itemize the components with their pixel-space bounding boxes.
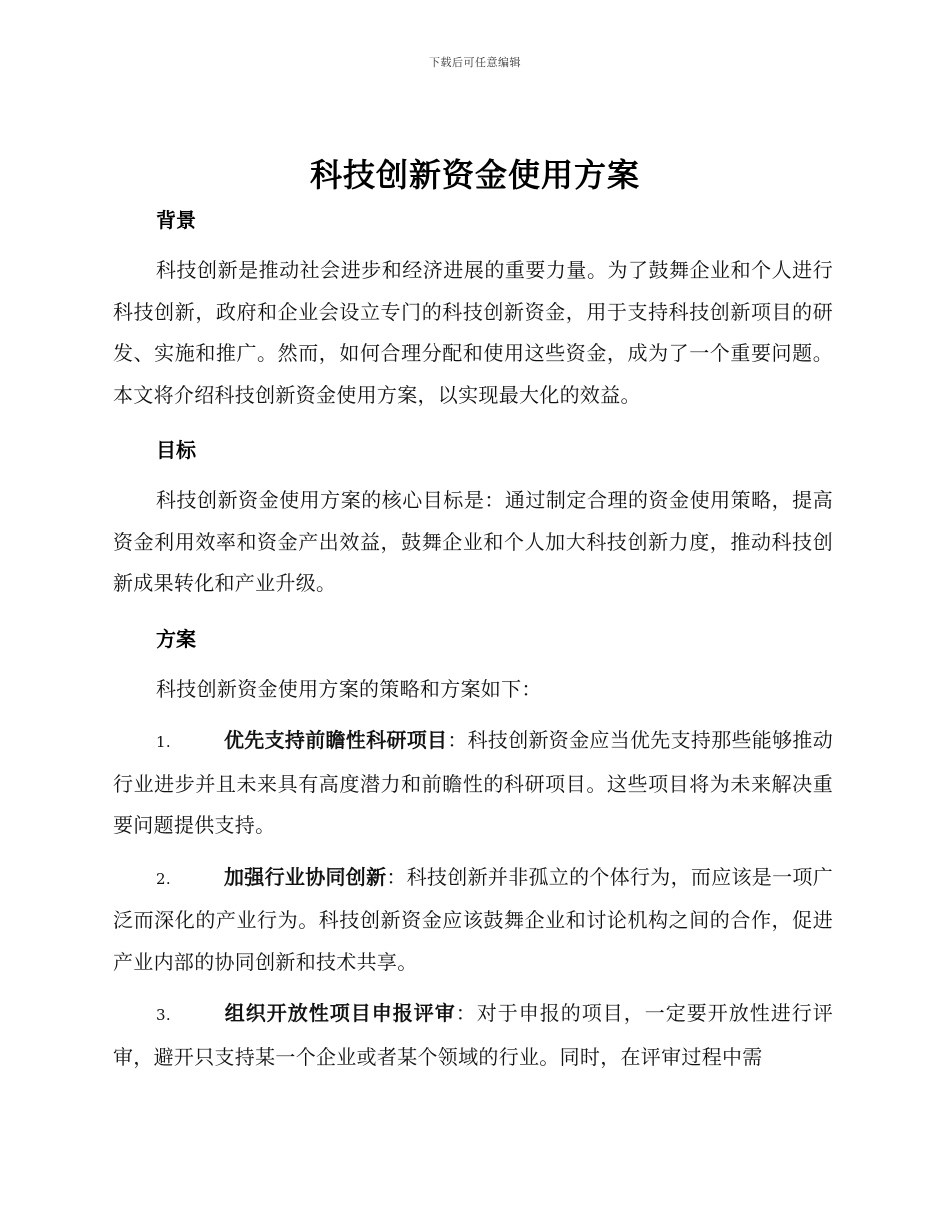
plan-intro: 科技创新资金使用方案的策略和方案如下： [156, 676, 542, 701]
list-item-number: 1. [156, 733, 171, 751]
section-heading-goal: 目标 [156, 438, 196, 462]
list-item-number: 3. [156, 1006, 171, 1024]
list-item [113, 720, 833, 847]
list-item-number: 2. [156, 869, 171, 888]
section-heading-background: 背景 [156, 208, 196, 232]
list-item-lead: 优先支持前瞻性科研项目 [224, 728, 448, 752]
document-body [113, 200, 833, 1078]
list-item [113, 857, 833, 984]
list-item-text: ：科技创新资金应当优先支持那些能够推动行业进步并且未来具有高度潜力和前瞻性的科研项目。这些项目将为未来解决重要问题提供支持。 [113, 728, 834, 837]
list-item [113, 993, 833, 1078]
list-item-lead: 组织开放性项目申报评审 [224, 1001, 456, 1025]
list-item-text: ：科技创新并非孤立的个体行为，而应该是一项广泛而深化的产业行为。科技创新资金应该鼓舞企业和讨论机构之间的合作，促进产业内部的协同创新和技术共享。 [113, 864, 834, 974]
header-note: 下载后可任意编辑 [429, 56, 521, 69]
section-heading-plan: 方案 [156, 626, 196, 651]
background-paragraph: 科技创新是推动社会进步和经济进展的重要力量。为了鼓舞企业和个人进行科技创新，政府和企业会设立专门的科技创新资金，用于支持科技创新项目的研发、实施和推广。然而，如何合理分配和使用这些资金，成为了一个重要问题。本文将介绍科技创新资金使用方案，以实现最大化的效益。 [113, 258, 833, 407]
goal-paragraph: 科技创新资金使用方案的核心目标是：通过制定合理的资金使用策略，提高资金利用效率和资金产出效益，鼓舞企业和个人加大科技创新力度，推动科技创新成果转化和产业升级。 [113, 488, 833, 595]
list-item-lead: 加强行业协同创新 [224, 864, 387, 889]
list-item-text: ：对于申报的项目，一定要开放性进行评审，避开只支持某一个企业或者某个领域的行业。同时，在评审过程中需 [113, 1001, 833, 1069]
document-title: 科技创新资金使用方案 [309, 156, 640, 194]
